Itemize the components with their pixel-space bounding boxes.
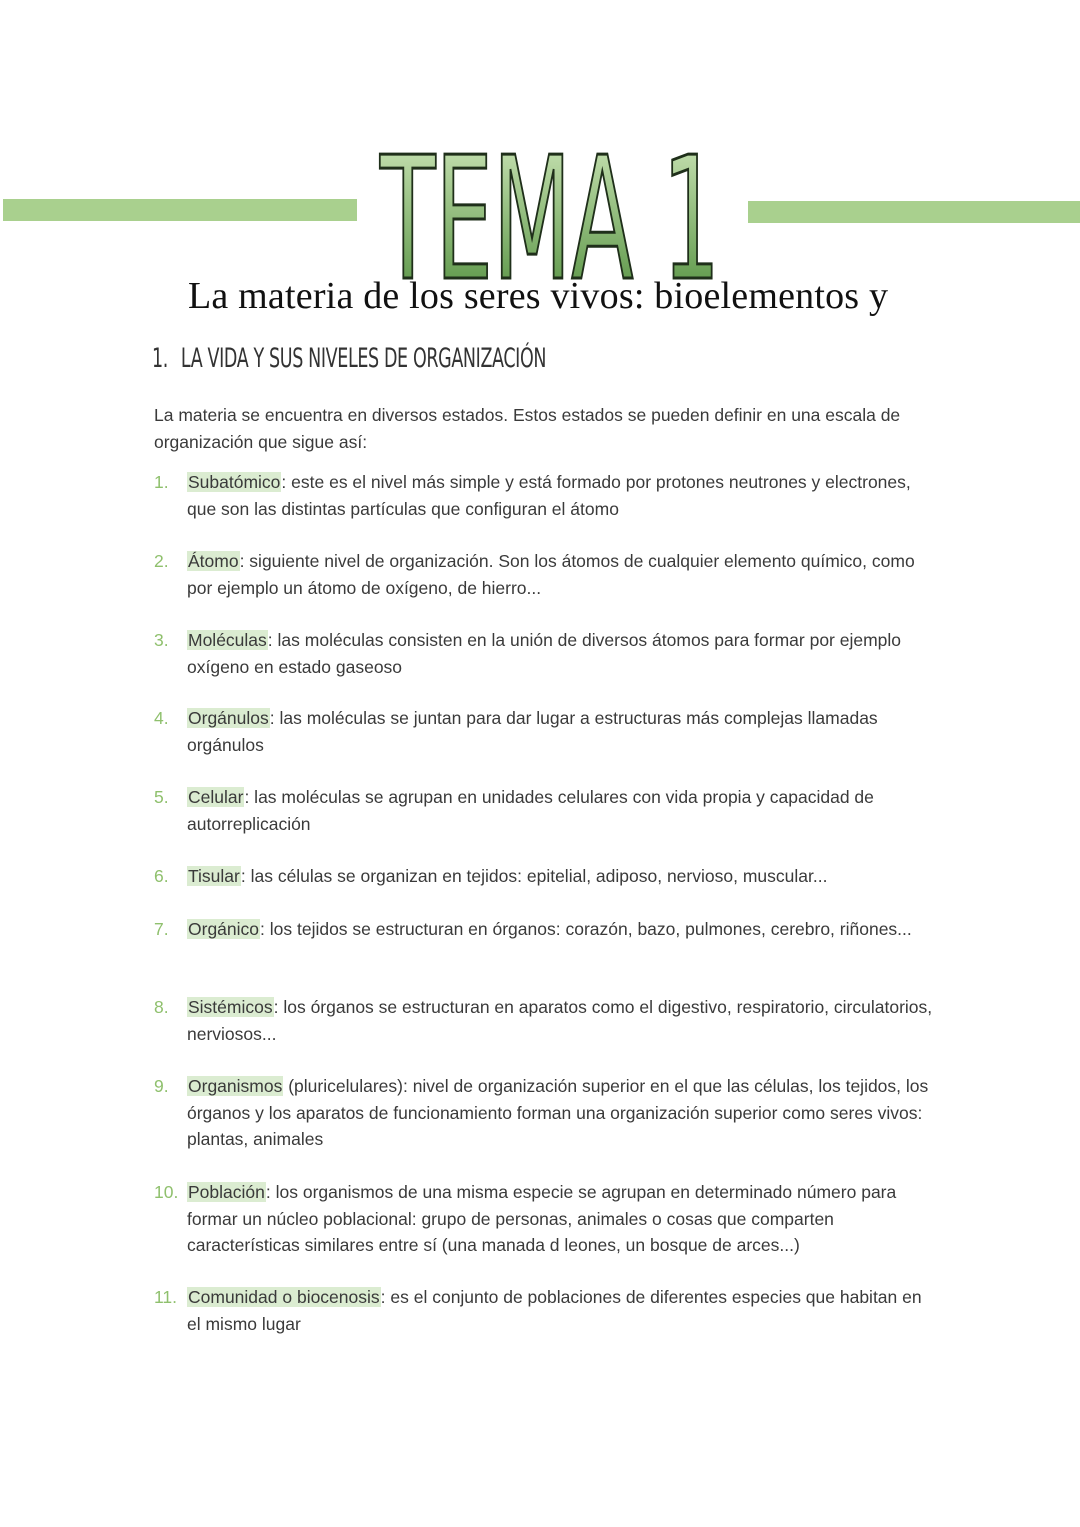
list-item xyxy=(154,1179,934,1259)
list-item xyxy=(154,705,934,758)
list-item-term: Comunidad o biocenosis xyxy=(188,1287,380,1307)
list-item-body xyxy=(187,627,934,680)
list-item-text: : las moléculas consisten en la unión de diversos átomos para formar por ejemplo oxígeno en estado gaseoso xyxy=(187,630,902,677)
list-item-term: Organismos xyxy=(188,1076,283,1096)
list-item-text: : los tejidos se estructuran en órganos: corazón, bazo, pulmones, cerebro, riñones... xyxy=(260,919,912,939)
list-item-term: Subatómico xyxy=(188,472,281,492)
list-item-body xyxy=(187,548,934,601)
list-item-number: 7. xyxy=(154,919,169,939)
list-item-number: 4. xyxy=(154,708,169,728)
section-heading xyxy=(152,343,546,374)
list-item-body xyxy=(187,469,934,522)
list-item-body xyxy=(187,1284,934,1337)
intro-paragraph: La materia se encuentra en diversos estados. Estos estados se pueden definir en una escala de organización que sigue así: xyxy=(154,405,901,452)
list-item-body xyxy=(187,1073,934,1153)
list-item xyxy=(154,627,934,680)
list-item xyxy=(154,1073,934,1153)
list-item-number: 5. xyxy=(154,787,169,807)
list-item-number: 11. xyxy=(154,1287,178,1307)
list-item-text: : las células se organizan en tejidos: epitelial, adiposo, nervioso, muscular... xyxy=(240,866,828,886)
list-item-number: 6. xyxy=(154,866,169,886)
list-item-text: : las moléculas se agrupan en unidades celulares con vida propia y capacidad de autorreplicación xyxy=(187,787,874,834)
list-item-number: 10. xyxy=(154,1182,179,1202)
header-bar-left xyxy=(3,199,357,221)
list-item-term: Orgánulos xyxy=(188,708,269,728)
list-item xyxy=(154,1284,934,1337)
list-item-term: Orgánico xyxy=(188,919,260,939)
list-item-body xyxy=(187,994,934,1047)
section-number: 1. xyxy=(152,343,168,374)
list-item xyxy=(154,994,934,1047)
list-item-number: 1. xyxy=(154,472,169,492)
list-item-term: Átomo xyxy=(188,551,239,571)
list-item-text: : las moléculas se juntan para dar lugar a estructuras más complejas llamadas orgánulos xyxy=(187,708,878,755)
section-heading-text: LA VIDA Y SUS NIVELES DE ORGANIZACIÓN xyxy=(180,343,547,374)
list-item-number: 9. xyxy=(154,1076,169,1096)
list-item-body xyxy=(187,916,934,943)
list-item-text: : siguiente nivel de organización. Son los átomos de cualquier elemento químico, como por ejemplo un átomo de oxígeno, de hierro... xyxy=(187,551,915,598)
list-item-text: (pluricelulares): nivel de organización superior en el que las células, los tejidos, los órganos y los aparatos de funcionamiento forman una organización superior como seres vivos: plantas, animales xyxy=(187,1076,929,1149)
list-item xyxy=(154,916,934,943)
list-item-text: : los organismos de una misma especie se agrupan en determinado número para formar un núcleo poblacional: grupo de personas, animales o cosas que comparten características similares entre sí (una manada d leones, un bosque de arces...) xyxy=(187,1182,897,1255)
list-item-number: 3. xyxy=(154,630,169,650)
list-item-body xyxy=(187,1179,934,1259)
list-item xyxy=(154,784,934,837)
list-item xyxy=(154,469,934,522)
list-item-number: 2. xyxy=(154,551,169,571)
list-item-term: Tisular xyxy=(188,866,240,886)
list-item-body xyxy=(187,863,934,890)
list-item-term: Población xyxy=(188,1182,265,1202)
list-item-term: Celular xyxy=(188,787,244,807)
header-bar-right xyxy=(748,201,1080,223)
list-item xyxy=(154,863,934,890)
list-item-body xyxy=(187,784,934,837)
list-item-text: : los órganos se estructuran en aparatos como el digestivo, respiratorio, circulatorios, nerviosos... xyxy=(187,997,933,1044)
big-title-text: TEMA 1 xyxy=(379,150,720,290)
list-item-text: : es el conjunto de poblaciones de diferentes especies que habitan en el mismo lugar xyxy=(187,1287,922,1334)
list-item-term: Sistémicos xyxy=(188,997,273,1017)
list-item xyxy=(154,548,934,601)
list-item-term: Moléculas xyxy=(188,630,267,650)
list-item-text: : este es el nivel más simple y está formado por protones neutrones y electrones, que son las distintas partículas que configuran el átomo xyxy=(187,472,911,519)
list-item-number: 8. xyxy=(154,997,169,1017)
big-title xyxy=(360,150,740,290)
list-item-body xyxy=(187,705,934,758)
document-title: La materia de los seres vivos: bioelementos y xyxy=(188,275,889,317)
